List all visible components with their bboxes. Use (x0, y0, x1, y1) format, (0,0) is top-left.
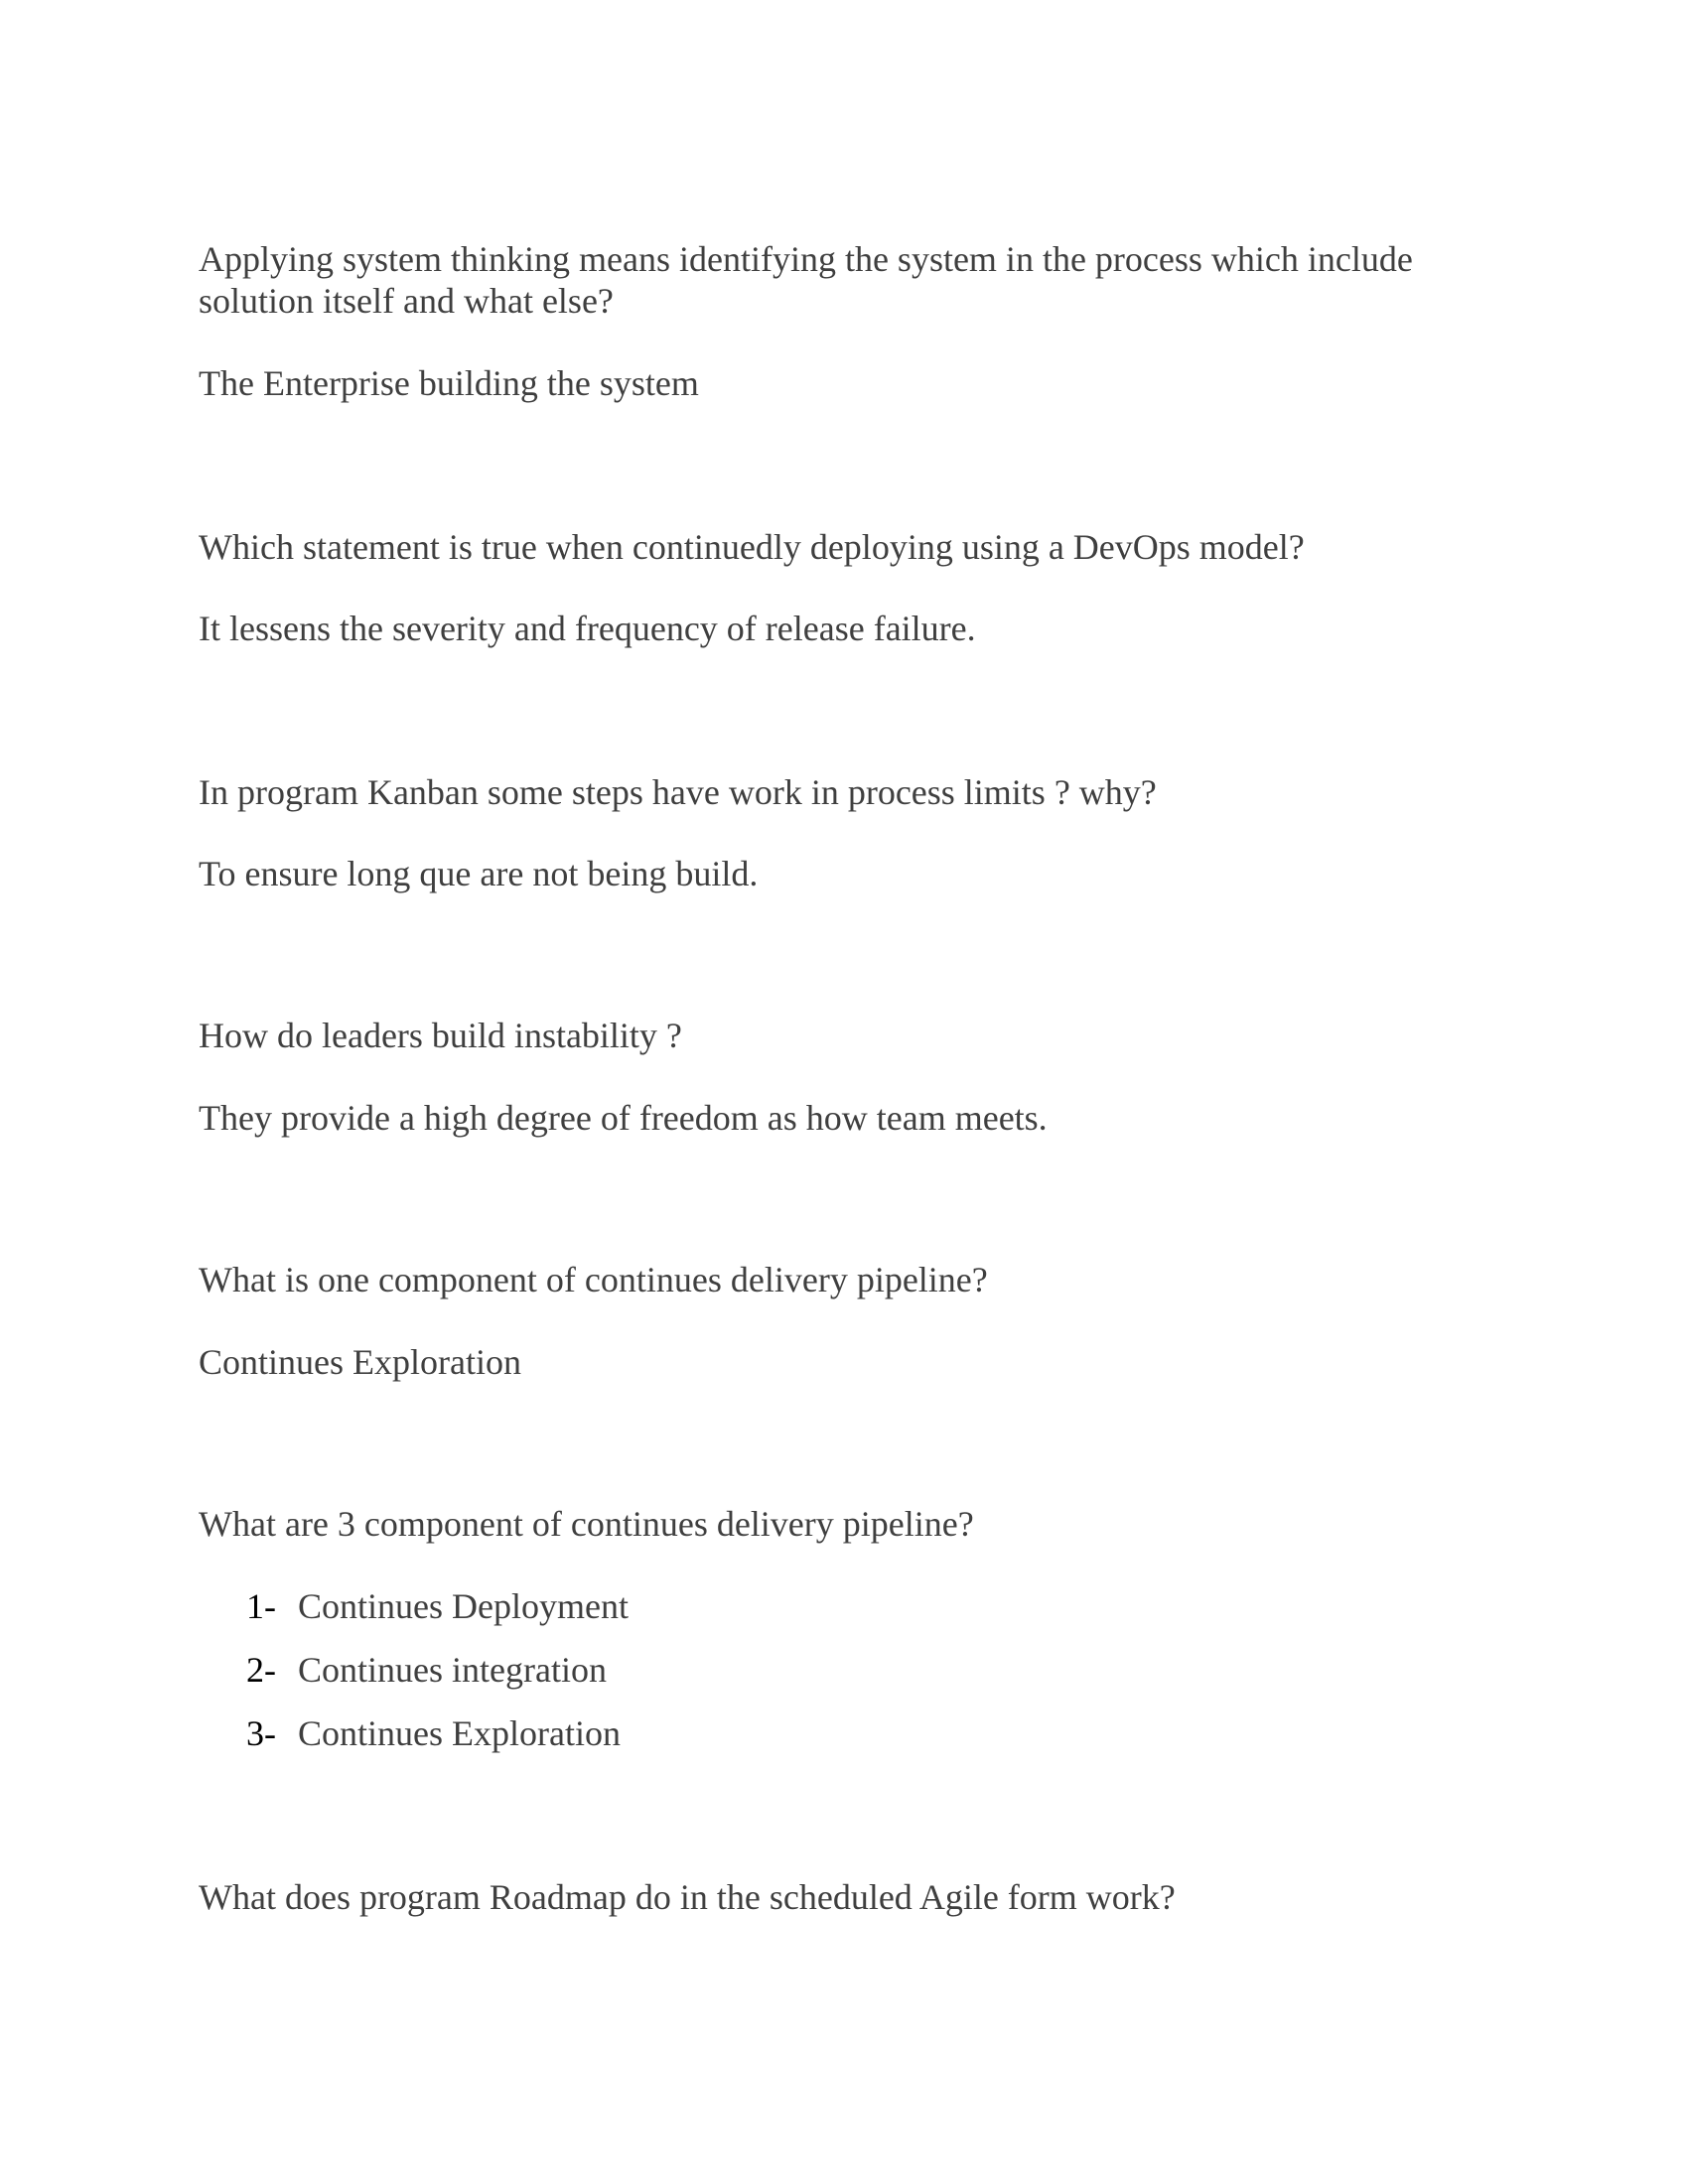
list-item (246, 1649, 607, 1691)
list-text: Continues Deployment (298, 1586, 629, 1626)
list-number: 2- (246, 1650, 276, 1690)
question-5: What is one component of continues delivery pipeline? (199, 1260, 988, 1299)
answer-5: Continues Exploration (199, 1342, 521, 1382)
answer-4: They provide a high degree of freedom as how team meets. (199, 1098, 1048, 1138)
list-item (246, 1585, 629, 1627)
answer-3: To ensure long que are not being build. (199, 854, 759, 893)
list-number: 1- (246, 1586, 276, 1626)
question-6: What are 3 component of continues delivery pipeline? (199, 1504, 974, 1544)
question-2: Which statement is true when continuedly deploying using a DevOps model? (199, 527, 1305, 567)
question-3: In program Kanban some steps have work in process limits ? why? (199, 772, 1157, 812)
question-7: What does program Roadmap do in the scheduled Agile form work? (199, 1877, 1176, 1917)
list-text: Continues Exploration (298, 1713, 621, 1753)
answer-1: The Enterprise building the system (199, 363, 699, 403)
question-4: How do leaders build instability ? (199, 1016, 682, 1055)
list-number: 3- (246, 1713, 276, 1753)
list-text: Continues integration (298, 1650, 607, 1690)
answer-2: It lessens the severity and frequency of release failure. (199, 609, 976, 648)
question-1: Applying system thinking means identifying the system in the process which include solution itself and what else? (199, 239, 1413, 321)
list-item (246, 1712, 621, 1754)
